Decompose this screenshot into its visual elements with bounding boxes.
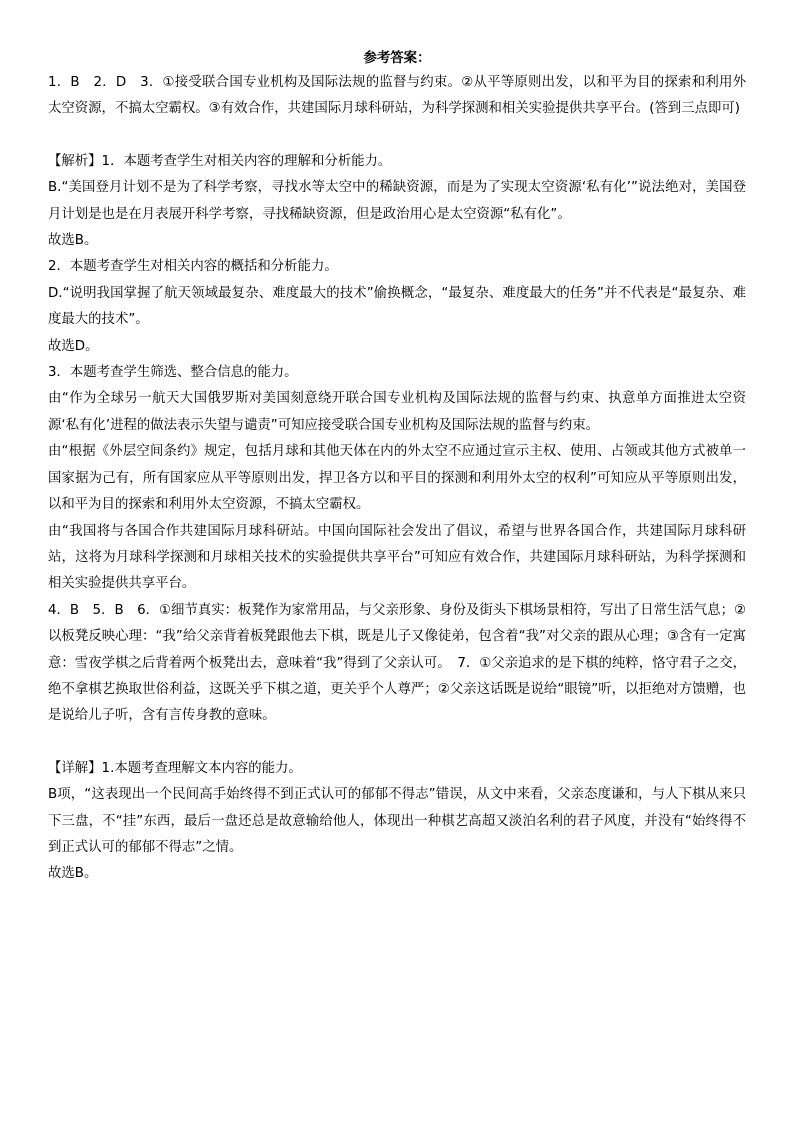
- paragraph: 4．B 5．B 6．①细节真实：板凳作为家常用品，与父亲形象、身份及街头下棋场景相符，写出了日常生活气息；②以板凳反映心理：“我”给父亲背着板凳跟他去下棋，既是儿子又像徒弟，包含着“我”对父亲的跟从心理；③含有一定寓意：雪夜学棋之后背着两个板凳出去，意味着“我”得到了父亲认可。 7．①父亲追求的是下棋的纯粹，恪守君子之交，绝不拿棋艺换取世俗利益，这既关乎下棋之道，更关乎个人尊严；②父亲这话既是说给“眼镜”听，以拒绝对方馈赠，也是说给儿子听，含有言传身教的意味。: [48, 602, 746, 724]
- paragraph: 由“我国将与各国合作共建国际月球科研站。中国向国际社会发出了倡议，希望与世界各国合作，共建国际月球科研站，这将为月球科学探测和月球相关技术的实验提供共享平台”可知应有效合作，共建国际月球科研站，为科学探测和相关实验提供共享平台。: [48, 523, 746, 592]
- paragraph: 【详解】1.本题考查理解文本内容的能力。: [48, 760, 302, 776]
- page-title: 参考答案：: [363, 51, 431, 66]
- paragraph: B项，“这表现出一个民间高手始终得不到正式认可的郁郁不得志”错误，从文中来看，父亲态度谦和，与人下棋从来只下三盘，不“挂”东西，最后一盘还总是故意输给他人，体现出一种棋艺高超又淡泊名利的君子风度，并没有“始终得不到正式认可的郁郁不得志”之情。: [48, 787, 746, 855]
- document-body: [48, 70, 746, 888]
- paragraph: 由“作为全球另一航天大国俄罗斯对美国刻意绕开联合国专业机构及国际法规的监督与约束、执意单方面推进太空资源‘私有化’进程的做法表示失望与谴责”可知应接受联合国专业机构及国际法规的监督与约束。: [48, 391, 746, 433]
- section-spacer: [48, 123, 746, 149]
- section-spacer: [48, 730, 746, 756]
- paragraph: 【解析】1．本题考查学生对相关内容的理解和分析能力。: [48, 153, 392, 169]
- paragraph: 1．B 2．D 3．①接受联合国专业机构及国际法规的监督与约束。②从平等原则出发，以和平为目的探索和利用外太空资源，不搞太空霸权。③有效合作，共建国际月球科研站，为科学探测和相关实验提供共享平台。(答到三点即可): [48, 75, 746, 117]
- paragraph: 2．本题考查学生对相关内容的概括和分析能力。: [48, 259, 338, 275]
- paragraph: 故选B。: [48, 233, 98, 249]
- paragraph: B.“美国登月计划不是为了科学考察，寻找水等太空中的稀缺资源，而是为了实现太空资源‘私有化’”说法绝对，美国登月计划是也是在月表展开科学考察，寻找稀缺资源，但是政治用心是太空资源“私有化”。: [48, 180, 746, 222]
- paragraph: 故选B。: [48, 866, 98, 882]
- paragraph: 由“根据《外层空间条约》规定，包括月球和其他天体在内的外太空不应通过宣示主权、使用、占领或其他方式被单一国家据为己有，所有国家应从平等原则出发，捍卫各方以和平目的探测和利用外太空的权利”可知应从平等原则出发，以和平为目的探索和利用外太空资源，不搞太空霸权。: [48, 444, 746, 513]
- paragraph: D.“说明我国掌握了航天领域最复杂、难度最大的技术”偷换概念，“最复杂、难度最大的任务”并不代表是“最复杂、难度最大的技术”。: [48, 285, 746, 328]
- answer-document: [48, 48, 746, 888]
- paragraph: 3．本题考查学生筛选、整合信息的能力。: [48, 365, 298, 381]
- paragraph: 故选D。: [48, 338, 99, 354]
